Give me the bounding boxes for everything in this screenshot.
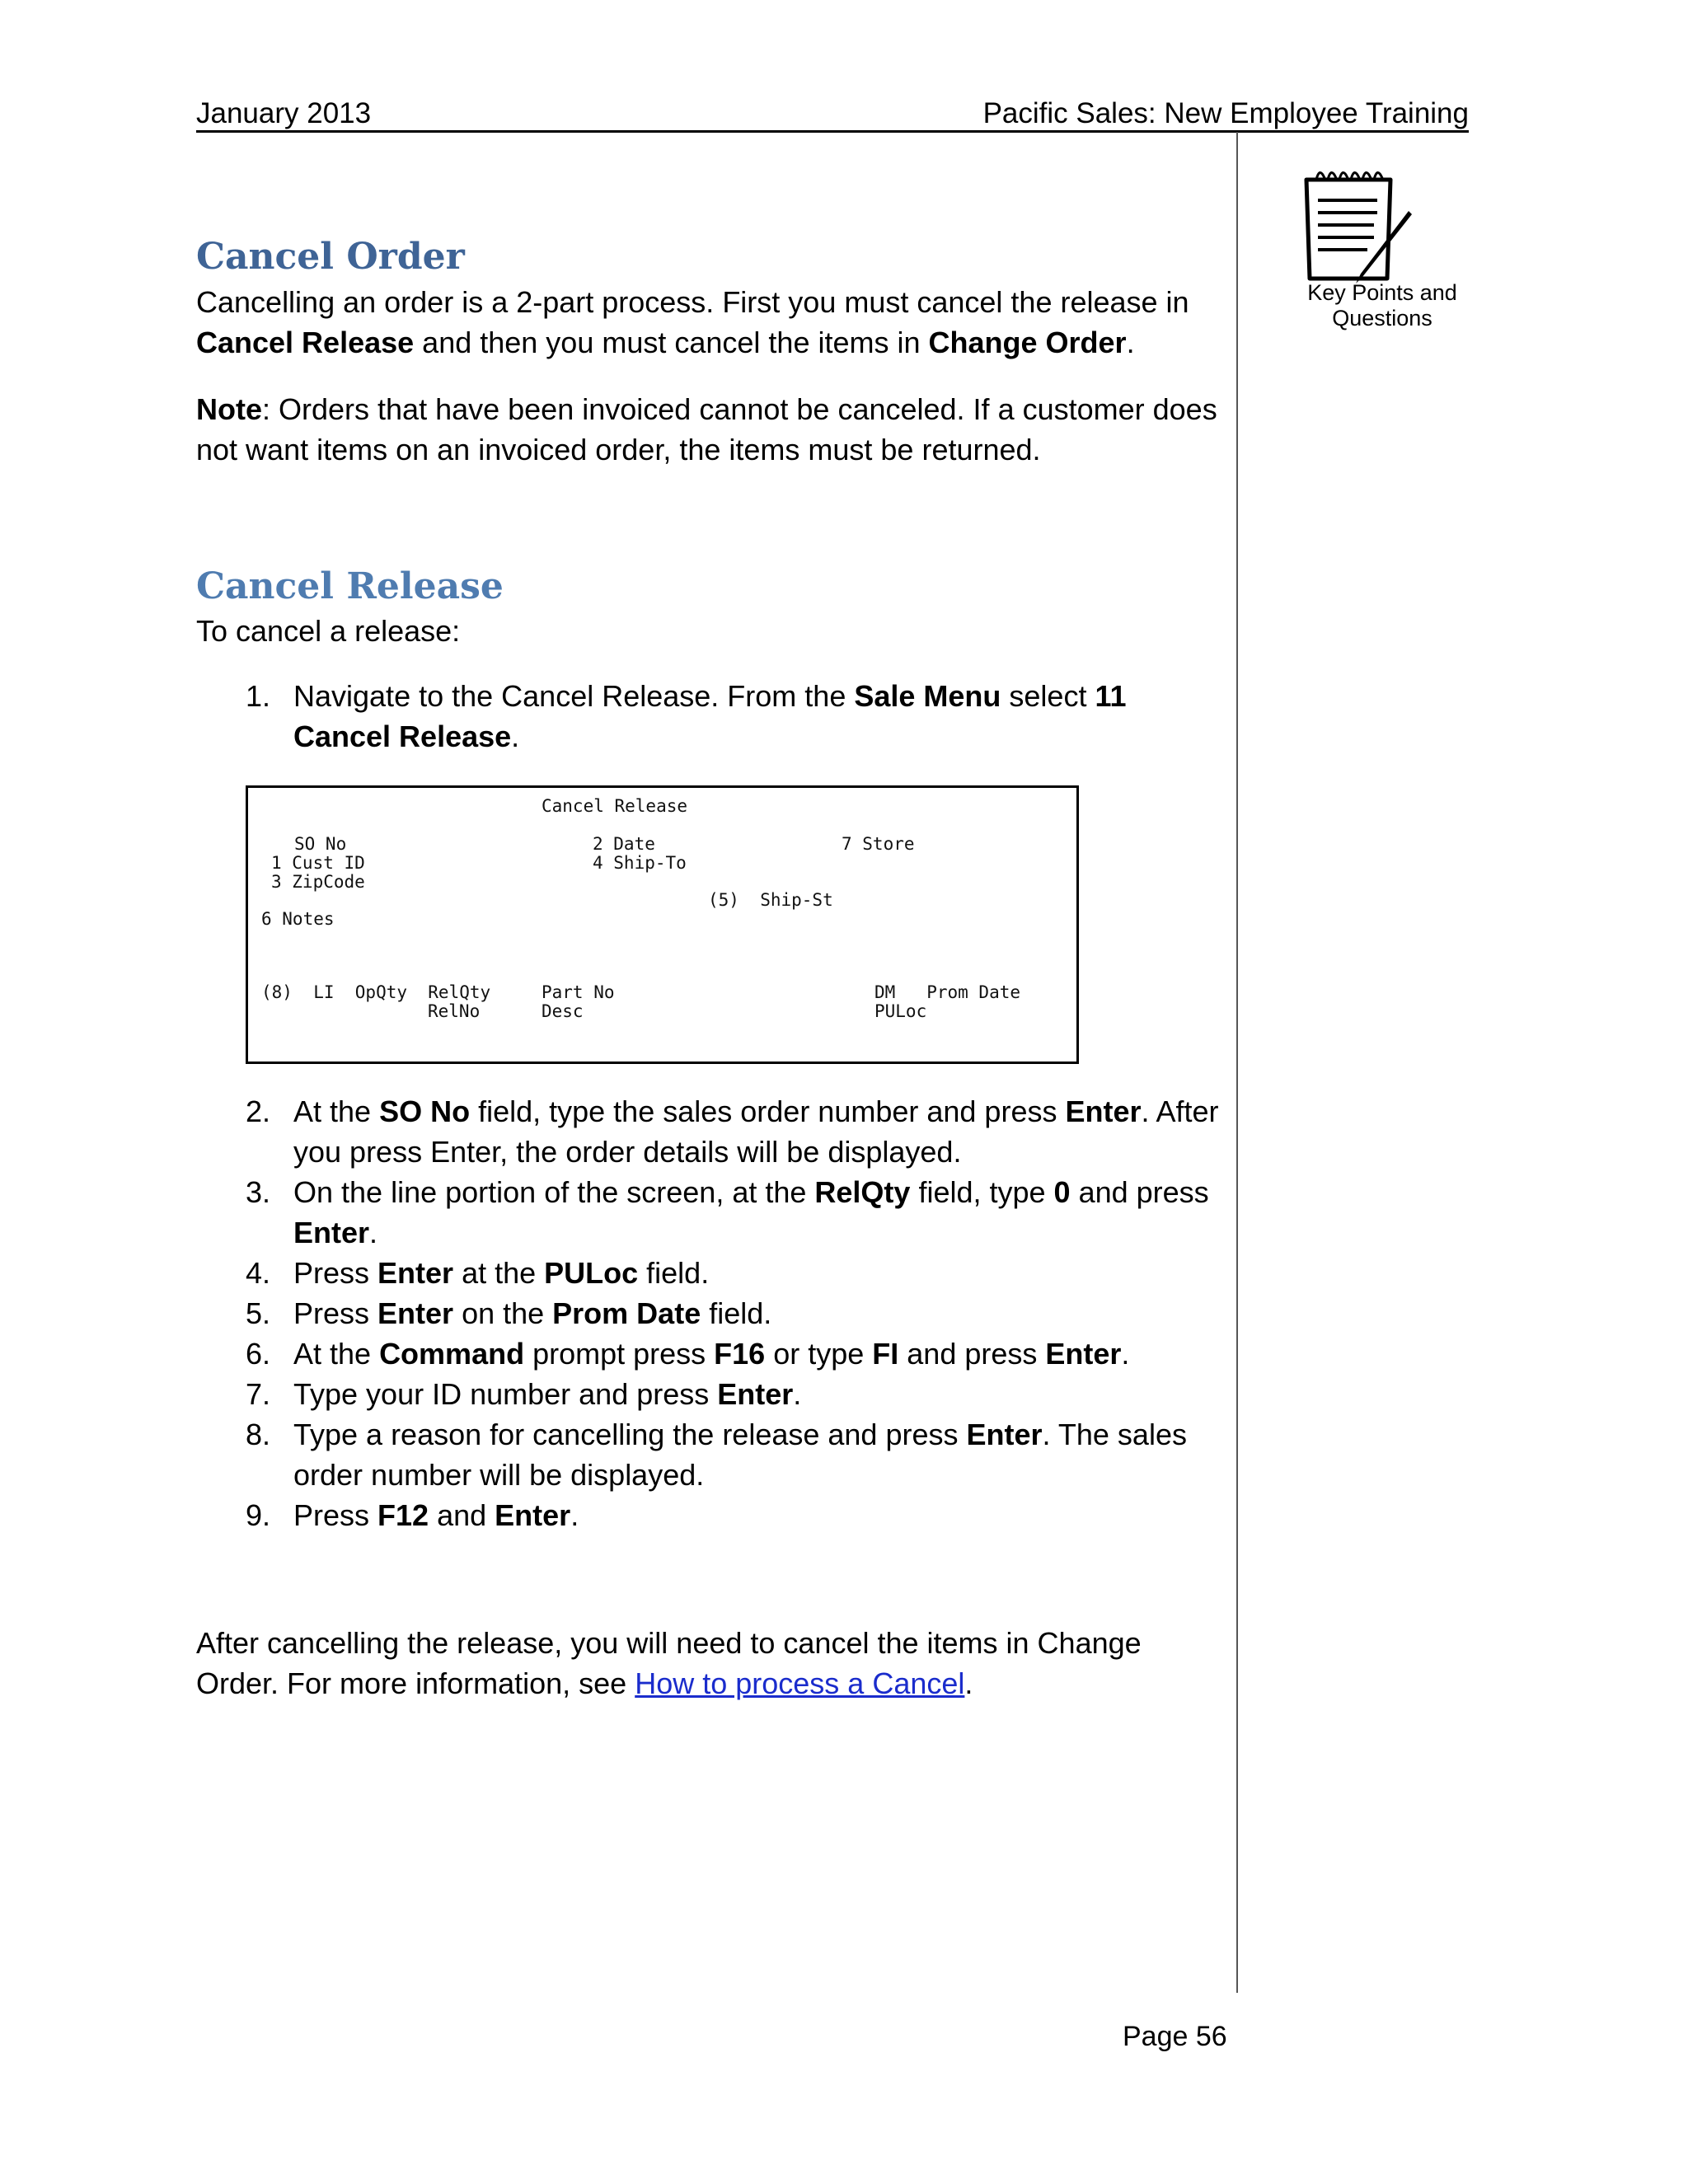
line-header-qty: (8) LI OpQty RelQty (261, 982, 491, 1002)
bold-term: Enter (1045, 1337, 1122, 1371)
field-zipcode: 3 ZipCode (271, 872, 365, 892)
text: . (511, 719, 520, 753)
bold-term: Enter (717, 1377, 794, 1411)
text: Press (293, 1296, 378, 1330)
text: and press (1070, 1175, 1209, 1209)
text: Cancelling an order is a 2-part process. First you must cancel the release in (196, 285, 1189, 319)
bold-term: SO No (379, 1094, 471, 1128)
heading-cancel-order: Cancel Order (196, 236, 465, 278)
text: At the (293, 1094, 380, 1128)
lead-text: To cancel a release: (196, 614, 461, 648)
heading-cancel-release: Cancel Release (196, 565, 504, 607)
step-number: 2. (246, 1094, 271, 1128)
text: or type (765, 1337, 873, 1371)
step-number: 5. (246, 1296, 271, 1330)
text: At the (293, 1337, 380, 1371)
bold-term: Enter (377, 1256, 454, 1290)
bold-term: F12 (377, 1498, 429, 1532)
note-label: Note (196, 392, 262, 426)
step-number: 7. (246, 1377, 271, 1411)
text: . The sales order number will be displayed. (293, 1418, 1187, 1492)
screen-title: Cancel Release (542, 796, 688, 816)
field-date: 2 Date (593, 834, 655, 854)
step-number: 1. (246, 679, 271, 713)
line-header-desc: Desc (542, 1001, 584, 1021)
bold-term: RelQty (814, 1175, 911, 1209)
step-5 (246, 1293, 1231, 1333)
text: Press (293, 1256, 378, 1290)
bold-term: Enter (293, 1216, 370, 1249)
text: . (1121, 1337, 1130, 1371)
text: Navigate to the Cancel Release. From the (293, 679, 855, 713)
text: and press (898, 1337, 1046, 1371)
text: and then you must cancel the items in (414, 326, 929, 359)
bold-term: Enter (377, 1296, 454, 1330)
text: Type a reason for cancelling the release and press (293, 1418, 967, 1451)
text: . (1126, 326, 1135, 359)
text: field. (638, 1256, 710, 1290)
step-number: 6. (246, 1337, 271, 1371)
text: at the (453, 1256, 545, 1290)
step-9 (246, 1495, 1231, 1535)
bold-term: Enter (1065, 1094, 1142, 1128)
step-3 (246, 1172, 1231, 1253)
step-1 (246, 676, 1231, 757)
field-notes: 6 Notes (261, 909, 335, 929)
note-paragraph (196, 389, 1218, 470)
bold-term: 0 (1053, 1175, 1071, 1209)
text: field, type the sales order number and press (470, 1094, 1066, 1128)
step-number: 4. (246, 1256, 271, 1290)
bold-term: Cancel Release (196, 326, 415, 359)
step-2 (246, 1091, 1231, 1172)
text: . After you press Enter, the order details will be displayed. (293, 1094, 1219, 1169)
step-number: 8. (246, 1418, 271, 1451)
text: . (570, 1498, 579, 1532)
line-header-part-no: Part No (542, 982, 615, 1002)
bold-term: PULoc (544, 1256, 639, 1290)
bold-term: Command (379, 1337, 525, 1371)
cancel-release-screen (246, 785, 1079, 1064)
field-store: 7 Store (842, 834, 915, 854)
step-8 (246, 1414, 1231, 1495)
closing-paragraph (196, 1623, 1218, 1704)
intro-paragraph (196, 282, 1218, 363)
text: . (964, 1666, 973, 1700)
bold-term: Sale Menu (854, 679, 1001, 713)
field-so-no: SO No (294, 834, 347, 854)
bold-term: FI (872, 1337, 899, 1371)
line-header-relno: RelNo (428, 1001, 481, 1021)
header-title: Pacific Sales: New Employee Training (982, 97, 1469, 129)
text: After cancelling the release, you will need to cancel the items in Change Order. For more information, see (196, 1626, 1142, 1700)
line-header-dm-prom-date: DM Prom Date (874, 982, 1021, 1002)
text: On the line portion of the screen, at the (293, 1175, 815, 1209)
text: . (793, 1377, 802, 1411)
step-7 (246, 1374, 1231, 1414)
bold-term: Change Order (928, 326, 1127, 359)
bold-term: Enter (966, 1418, 1043, 1451)
text: : Orders that have been invoiced cannot be canceled. If a customer does not want items on an invoiced order, the items must be returned. (196, 392, 1217, 466)
text: and (429, 1498, 495, 1532)
text: on the (453, 1296, 553, 1330)
header-rule (196, 130, 1469, 133)
field-cust-id: 1 Cust ID (271, 853, 365, 873)
step-number: 3. (246, 1175, 271, 1209)
step-number: 9. (246, 1498, 271, 1532)
text: Press (293, 1498, 378, 1532)
text: field, type (910, 1175, 1054, 1209)
text: . (369, 1216, 378, 1249)
field-ship-to: 4 Ship-To (593, 853, 687, 873)
key-points-label: Key Points and Questions (1307, 280, 1457, 330)
margin-rule (1236, 132, 1238, 1993)
bold-term: 11 Cancel Release (293, 679, 1127, 753)
text: field. (701, 1296, 772, 1330)
header-date: January 2013 (196, 97, 372, 129)
field-ship-st: (5) Ship-St (708, 890, 833, 910)
step-4 (246, 1253, 1231, 1293)
how-to-process-cancel-link[interactable]: How to process a Cancel (635, 1666, 965, 1700)
text: Type your ID number and press (293, 1377, 718, 1411)
line-header-puloc: PULoc (874, 1001, 927, 1021)
notepad-icon (1298, 155, 1422, 287)
text: select (1001, 679, 1095, 713)
text: prompt press (524, 1337, 715, 1371)
bold-term: Prom Date (552, 1296, 701, 1330)
bold-term: Enter (495, 1498, 571, 1532)
page-number: Page 56 (1123, 2021, 1227, 2052)
step-6 (246, 1333, 1231, 1374)
bold-term: F16 (714, 1337, 766, 1371)
